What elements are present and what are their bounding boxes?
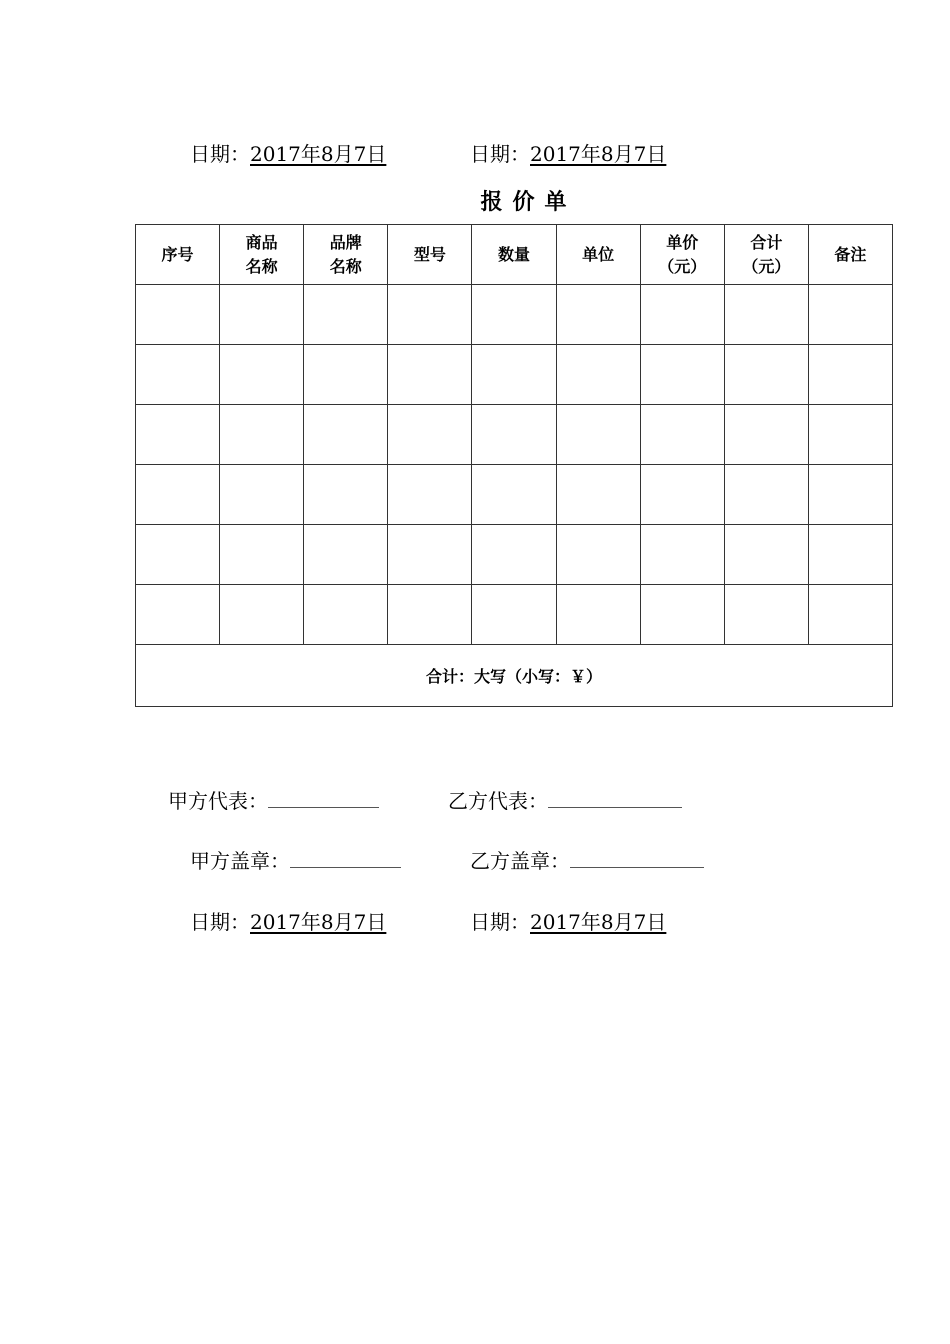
column-header-line: 名称 — [329, 256, 362, 276]
table-cell[interactable] — [556, 345, 640, 405]
total-cell[interactable]: 合计：大写（小写：￥） — [136, 645, 893, 707]
table-row — [136, 585, 893, 645]
table-cell[interactable] — [388, 465, 472, 525]
table-cell[interactable] — [556, 405, 640, 465]
column-header-line: （元） — [658, 256, 707, 276]
bottom-date-right — [470, 906, 666, 935]
table-cell[interactable] — [136, 285, 220, 345]
table-cell[interactable] — [136, 405, 220, 465]
column-header — [304, 225, 388, 285]
table-cell[interactable] — [808, 525, 892, 585]
table-cell[interactable] — [388, 405, 472, 465]
party-a-rep-label: 甲方代表： — [168, 789, 268, 813]
party-a-rep-field[interactable] — [268, 791, 379, 808]
table-cell[interactable] — [472, 585, 556, 645]
table-row — [136, 285, 893, 345]
column-header-line: 型号 — [413, 244, 446, 264]
table-cell[interactable] — [304, 465, 388, 525]
party-a-rep-line — [168, 785, 379, 814]
table-header-row — [136, 225, 893, 285]
column-header-line: 单位 — [582, 244, 615, 264]
table-body — [136, 285, 893, 645]
top-date-right — [470, 138, 666, 167]
table-cell[interactable] — [472, 405, 556, 465]
table-row — [136, 525, 893, 585]
table-cell[interactable] — [304, 285, 388, 345]
table-cell[interactable] — [220, 585, 304, 645]
table-row — [136, 405, 893, 465]
column-header-line: （元） — [742, 256, 791, 276]
table-cell[interactable] — [556, 465, 640, 525]
table-cell[interactable] — [556, 285, 640, 345]
table-cell[interactable] — [724, 525, 808, 585]
quote-table — [135, 224, 893, 707]
date-label: 日期： — [190, 142, 250, 166]
table-cell[interactable] — [388, 285, 472, 345]
table-cell[interactable] — [472, 285, 556, 345]
table-cell[interactable] — [556, 525, 640, 585]
document-title: 报价单 — [480, 190, 577, 215]
table-total-row — [136, 645, 893, 707]
date-value: 2017年8月7日 — [530, 142, 667, 166]
party-b-rep-label: 乙方代表： — [448, 789, 548, 813]
table-cell[interactable] — [220, 285, 304, 345]
date-label: 日期： — [470, 142, 530, 166]
table-cell[interactable] — [640, 405, 724, 465]
table-cell[interactable] — [136, 585, 220, 645]
table-cell[interactable] — [808, 345, 892, 405]
party-b-seal-field[interactable] — [570, 851, 704, 868]
table-cell[interactable] — [640, 465, 724, 525]
column-header-line: 品牌 — [329, 232, 362, 252]
table-cell[interactable] — [808, 405, 892, 465]
party-a-seal-label: 甲方盖章： — [190, 849, 290, 873]
table-cell[interactable] — [640, 345, 724, 405]
table-cell[interactable] — [724, 405, 808, 465]
party-b-rep-line — [448, 785, 682, 814]
column-header-line: 单价 — [666, 232, 699, 252]
column-header — [220, 225, 304, 285]
date-label: 日期： — [190, 910, 250, 934]
table-cell[interactable] — [304, 525, 388, 585]
top-date-left — [190, 138, 386, 167]
column-header — [136, 225, 220, 285]
table-cell[interactable] — [304, 405, 388, 465]
party-a-seal-field[interactable] — [290, 851, 401, 868]
column-header-line: 合计 — [750, 232, 783, 252]
date-label: 日期： — [470, 910, 530, 934]
table-cell[interactable] — [472, 345, 556, 405]
table-cell[interactable] — [388, 585, 472, 645]
table-cell[interactable] — [388, 525, 472, 585]
table-cell[interactable] — [640, 285, 724, 345]
party-b-rep-field[interactable] — [548, 791, 682, 808]
table-row — [136, 345, 893, 405]
column-header-line: 名称 — [245, 256, 278, 276]
table-row — [136, 465, 893, 525]
table-cell[interactable] — [724, 345, 808, 405]
table-cell[interactable] — [472, 465, 556, 525]
table-cell[interactable] — [640, 585, 724, 645]
table-cell[interactable] — [220, 345, 304, 405]
table-cell[interactable] — [640, 525, 724, 585]
table-cell[interactable] — [136, 465, 220, 525]
table-cell[interactable] — [304, 345, 388, 405]
party-b-seal-line — [470, 845, 704, 874]
column-header — [388, 225, 472, 285]
column-header — [640, 225, 724, 285]
column-header-line: 序号 — [161, 244, 194, 264]
column-header — [724, 225, 808, 285]
column-header-line: 数量 — [497, 244, 530, 264]
table-cell[interactable] — [304, 585, 388, 645]
table-cell[interactable] — [808, 465, 892, 525]
table-cell[interactable] — [556, 585, 640, 645]
party-a-seal-line — [190, 845, 401, 874]
table-cell[interactable] — [220, 525, 304, 585]
column-header — [556, 225, 640, 285]
bottom-date-left — [190, 906, 386, 935]
date-value: 2017年8月7日 — [250, 910, 387, 934]
table-cell[interactable] — [724, 285, 808, 345]
date-value: 2017年8月7日 — [530, 910, 667, 934]
table-cell[interactable] — [808, 585, 892, 645]
table-cell[interactable] — [220, 465, 304, 525]
table-cell[interactable] — [388, 345, 472, 405]
table-cell[interactable] — [724, 465, 808, 525]
table-cell[interactable] — [808, 285, 892, 345]
party-b-seal-label: 乙方盖章： — [470, 849, 570, 873]
column-header — [808, 225, 892, 285]
table-cell[interactable] — [220, 405, 304, 465]
column-header — [472, 225, 556, 285]
table-cell[interactable] — [136, 525, 220, 585]
column-header-line: 备注 — [834, 244, 867, 264]
table-cell[interactable] — [724, 585, 808, 645]
table-cell[interactable] — [472, 525, 556, 585]
date-value: 2017年8月7日 — [250, 142, 387, 166]
table-cell[interactable] — [136, 345, 220, 405]
column-header-line: 商品 — [245, 232, 278, 252]
